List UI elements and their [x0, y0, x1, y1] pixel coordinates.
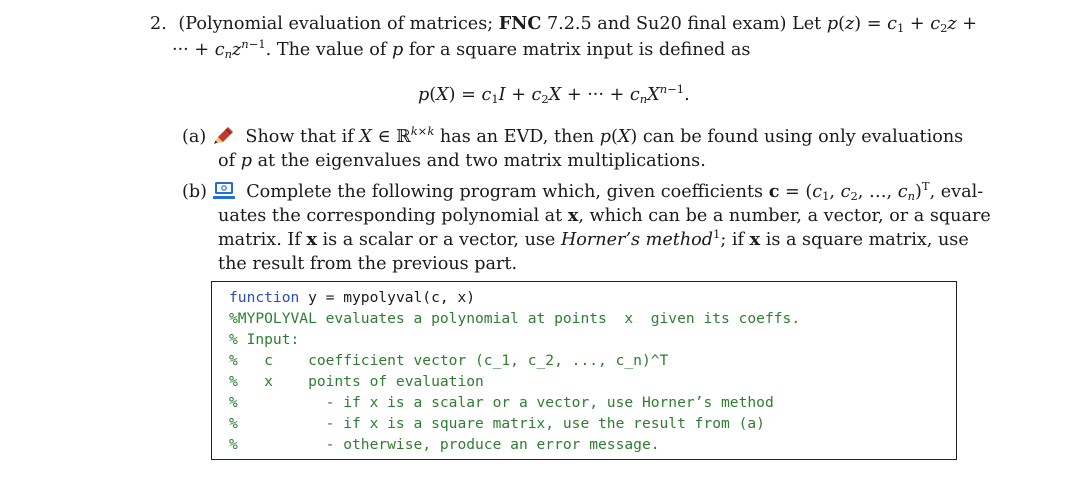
part-b-text-6: is a scalar or a vector, use: [322, 230, 556, 250]
part-a-text-2: has an EVD, then: [439, 127, 595, 147]
problem-heading-line: [150, 13, 977, 35]
part-a-line-2: [218, 150, 706, 172]
math-x-in-rkk: X ∈ ℝ$^{k\times k}$: [359, 124, 435, 147]
part-b-text-4: , which can be a number, a vector, or a square: [578, 206, 991, 226]
computer-icon: [213, 181, 235, 206]
polynomial-definition-tail: ··· + $c_nz^{n-1}$.: [172, 37, 272, 61]
definition-text-2: for a square matrix input is defined as: [408, 40, 751, 60]
part-b-text-7: ; if: [720, 230, 745, 250]
math-x-bold: x: [749, 229, 761, 250]
math-p-of-x: p(X): [599, 127, 638, 147]
math-x-bold: x: [567, 205, 579, 226]
part-a-line-1: [182, 126, 963, 151]
code-line-4: % c coefficient vector (c_1, c_2, ..., c_n)^T: [229, 352, 669, 369]
part-b-line-4: [218, 253, 517, 275]
part-b-label: (b): [182, 182, 207, 202]
code-line-5: % x points of evaluation: [229, 373, 484, 390]
polynomial-definition-head: $p(z) = c_1 + c_2z$ +: [826, 14, 978, 35]
part-b-text-8: is a square matrix, use: [765, 230, 969, 250]
part-a-text-1: Show that if: [245, 127, 354, 147]
display-equation: $p(X) = c_1I + c_2X$ + ··· + $c_nX^{n-1}$.: [418, 82, 690, 106]
part-b-text-5: matrix. If: [218, 230, 301, 250]
code-line-1: [229, 287, 475, 308]
part-a-text-4: of: [218, 151, 236, 171]
part-b-line-1: [182, 181, 983, 206]
code-line-2: %MYPOLYVAL evaluates a polynomial at points x given its coeffs.: [229, 310, 801, 327]
code-function-signature: y = mypolyval(c, x): [299, 289, 476, 306]
code-line-6: % - if x is a scalar or a vector, use Horner’s method: [229, 394, 774, 411]
math-p: p: [392, 40, 404, 60]
part-a-label: (a): [182, 127, 207, 147]
math-coeff-vector: $c = (c_1$, $c_2$, …, $c_n)^T$: [768, 179, 930, 203]
code-keyword-function: function: [229, 289, 300, 306]
footnote-marker[interactable]: 1: [713, 227, 721, 241]
code-line-3: % Input:: [229, 331, 300, 348]
definition-text: The value of: [276, 40, 387, 60]
problem-title-bold: FNC: [498, 13, 542, 34]
part-b-text-3: uates the corresponding polynomial at: [218, 206, 563, 226]
polynomial-definition-line: [172, 39, 750, 61]
part-b-text-2: , eval-: [929, 182, 984, 202]
part-b-line-2: [218, 205, 991, 227]
problem-number: 2.: [150, 14, 167, 34]
code-line-7: % - if x is a square matrix, use the result from (a): [229, 415, 765, 432]
pencil-icon: [212, 126, 234, 151]
part-a-text-3: can be found using only evaluations: [642, 127, 964, 147]
part-b-text-1: Complete the following program which, given coefficients: [246, 182, 764, 202]
code-line-8: % - otherwise, produce an error message.: [229, 436, 660, 453]
part-b-line-3: [218, 229, 969, 251]
part-b-text-9: the result from the previous part.: [218, 254, 518, 274]
code-listing: [211, 281, 957, 460]
math-p: p: [240, 151, 252, 171]
horner-method-term: Horner’s method: [560, 230, 714, 250]
math-x-bold: x: [306, 229, 317, 250]
problem-title-rest: 7.2.5 and Su20 final exam) Let: [546, 14, 822, 34]
problem-title-open: (Polynomial evaluation of matrices;: [178, 14, 494, 34]
part-a-text-5: at the eigenvalues and two matrix multiplications.: [257, 151, 706, 171]
